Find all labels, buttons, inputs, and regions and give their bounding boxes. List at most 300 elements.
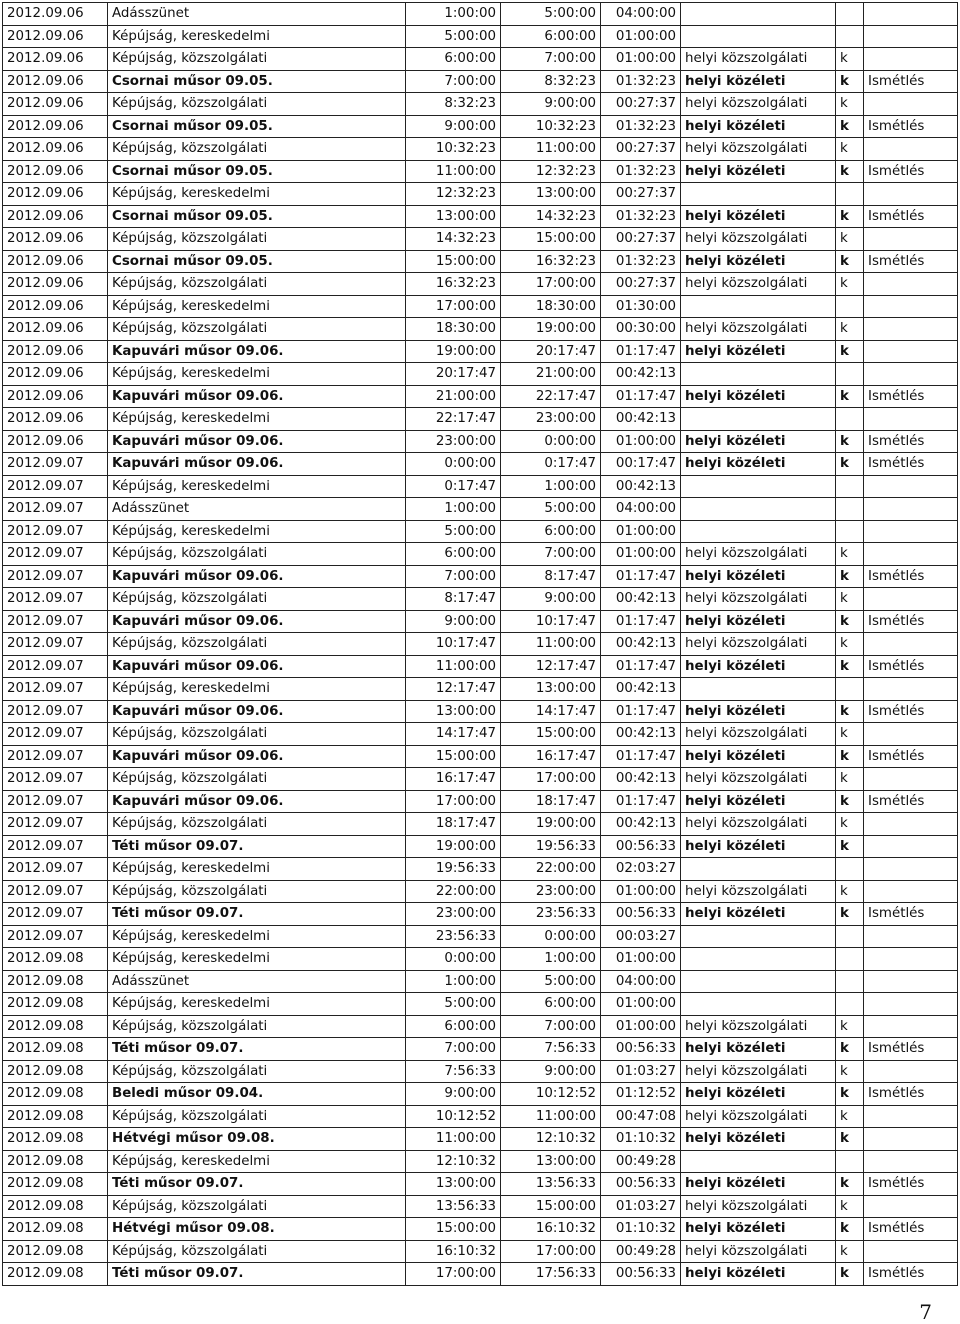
- row-note: [864, 1195, 958, 1218]
- row-note: Ismétlés: [864, 790, 958, 813]
- row-end-time: 23:56:33: [501, 903, 601, 926]
- row-k-flag: k: [836, 723, 864, 746]
- row-start-time: 7:56:33: [406, 1060, 501, 1083]
- row-note: Ismétlés: [864, 250, 958, 273]
- row-note: [864, 768, 958, 791]
- table-row: [3, 363, 958, 386]
- row-duration: 01:32:23: [601, 205, 681, 228]
- row-duration: 00:42:13: [601, 633, 681, 656]
- row-note: [864, 1105, 958, 1128]
- row-title: Képújság, kereskedelmi: [108, 948, 406, 971]
- row-category: [681, 295, 836, 318]
- row-title: Kapuvári műsor 09.06.: [108, 700, 406, 723]
- row-category: helyi közéleti: [681, 745, 836, 768]
- row-title: Kapuvári műsor 09.06.: [108, 565, 406, 588]
- row-note: Ismétlés: [864, 655, 958, 678]
- row-title: Képújság, közszolgálati: [108, 228, 406, 251]
- row-start-time: 17:00:00: [406, 1263, 501, 1286]
- row-note: Ismétlés: [864, 453, 958, 476]
- row-category: helyi közéleti: [681, 903, 836, 926]
- row-start-time: 13:00:00: [406, 205, 501, 228]
- row-note: [864, 1150, 958, 1173]
- row-end-time: 13:56:33: [501, 1173, 601, 1196]
- row-category: helyi közszolgálati: [681, 48, 836, 71]
- row-date: 2012.09.08: [3, 948, 108, 971]
- row-note: [864, 723, 958, 746]
- row-end-time: 7:00:00: [501, 1015, 601, 1038]
- row-duration: 04:00:00: [601, 3, 681, 26]
- row-start-time: 12:32:23: [406, 183, 501, 206]
- row-k-flag: k: [836, 790, 864, 813]
- row-k-flag: [836, 295, 864, 318]
- row-category: helyi közszolgálati: [681, 93, 836, 116]
- table-row: [3, 520, 958, 543]
- row-start-time: 11:00:00: [406, 655, 501, 678]
- row-note: [864, 925, 958, 948]
- row-category: helyi közéleti: [681, 790, 836, 813]
- row-date: 2012.09.08: [3, 1173, 108, 1196]
- row-category: helyi közéleti: [681, 1128, 836, 1151]
- row-end-time: 6:00:00: [501, 25, 601, 48]
- row-end-time: 11:00:00: [501, 633, 601, 656]
- row-start-time: 15:00:00: [406, 745, 501, 768]
- row-category: helyi közéleti: [681, 70, 836, 93]
- row-end-time: 10:17:47: [501, 610, 601, 633]
- row-title: Téti műsor 09.07.: [108, 1173, 406, 1196]
- row-date: 2012.09.06: [3, 430, 108, 453]
- table-row: [3, 700, 958, 723]
- table-row: [3, 835, 958, 858]
- row-end-time: 12:10:32: [501, 1128, 601, 1151]
- table-row: [3, 93, 958, 116]
- row-duration: 01:17:47: [601, 745, 681, 768]
- row-category: helyi közéleti: [681, 385, 836, 408]
- row-category: helyi közszolgálati: [681, 813, 836, 836]
- row-k-flag: [836, 3, 864, 26]
- row-title: Kapuvári műsor 09.06.: [108, 610, 406, 633]
- row-category: [681, 363, 836, 386]
- row-k-flag: k: [836, 48, 864, 71]
- schedule-table: [2, 2, 958, 1286]
- row-title: Csornai műsor 09.05.: [108, 205, 406, 228]
- row-category: helyi közéleti: [681, 700, 836, 723]
- row-k-flag: k: [836, 1195, 864, 1218]
- row-date: 2012.09.07: [3, 655, 108, 678]
- row-title: Kapuvári műsor 09.06.: [108, 655, 406, 678]
- table-row: [3, 183, 958, 206]
- row-duration: 00:56:33: [601, 1263, 681, 1286]
- row-duration: 01:10:32: [601, 1128, 681, 1151]
- row-end-time: 13:00:00: [501, 1150, 601, 1173]
- row-duration: 00:17:47: [601, 453, 681, 476]
- row-end-time: 21:00:00: [501, 363, 601, 386]
- row-duration: 01:17:47: [601, 340, 681, 363]
- table-row: [3, 340, 958, 363]
- row-start-time: 12:10:32: [406, 1150, 501, 1173]
- table-row: [3, 430, 958, 453]
- row-duration: 01:12:52: [601, 1083, 681, 1106]
- row-end-time: 6:00:00: [501, 520, 601, 543]
- row-title: Kapuvári műsor 09.06.: [108, 430, 406, 453]
- table-row: [3, 610, 958, 633]
- row-title: Képújság, közszolgálati: [108, 768, 406, 791]
- row-end-time: 11:00:00: [501, 1105, 601, 1128]
- row-category: helyi közszolgálati: [681, 138, 836, 161]
- row-note: [864, 835, 958, 858]
- row-title: Csornai műsor 09.05.: [108, 70, 406, 93]
- table-row: [3, 880, 958, 903]
- row-note: Ismétlés: [864, 700, 958, 723]
- row-start-time: 21:00:00: [406, 385, 501, 408]
- row-title: Képújság, kereskedelmi: [108, 295, 406, 318]
- table-row: [3, 1240, 958, 1263]
- row-category: helyi közszolgálati: [681, 1105, 836, 1128]
- row-note: [864, 1015, 958, 1038]
- row-title: Téti műsor 09.07.: [108, 1263, 406, 1286]
- row-note: Ismétlés: [864, 1038, 958, 1061]
- row-category: helyi közéleti: [681, 1173, 836, 1196]
- row-category: helyi közszolgálati: [681, 318, 836, 341]
- row-k-flag: [836, 183, 864, 206]
- row-category: [681, 858, 836, 881]
- row-date: 2012.09.07: [3, 925, 108, 948]
- row-duration: 01:03:27: [601, 1060, 681, 1083]
- table-row: [3, 1263, 958, 1286]
- table-row: [3, 228, 958, 251]
- row-end-time: 15:00:00: [501, 1195, 601, 1218]
- row-note: Ismétlés: [864, 745, 958, 768]
- row-title: Téti műsor 09.07.: [108, 903, 406, 926]
- row-note: [864, 340, 958, 363]
- row-date: 2012.09.06: [3, 25, 108, 48]
- row-category: helyi közszolgálati: [681, 228, 836, 251]
- row-end-time: 0:17:47: [501, 453, 601, 476]
- row-title: Képújság, kereskedelmi: [108, 858, 406, 881]
- row-k-flag: k: [836, 700, 864, 723]
- table-row: [3, 475, 958, 498]
- row-end-time: 17:00:00: [501, 273, 601, 296]
- row-category: [681, 408, 836, 431]
- table-row: [3, 205, 958, 228]
- row-start-time: 19:56:33: [406, 858, 501, 881]
- table-row: [3, 633, 958, 656]
- row-category: helyi közéleti: [681, 160, 836, 183]
- row-title: Képújság, közszolgálati: [108, 880, 406, 903]
- row-start-time: 10:17:47: [406, 633, 501, 656]
- row-start-time: 19:00:00: [406, 340, 501, 363]
- row-title: Képújság, közszolgálati: [108, 138, 406, 161]
- row-date: 2012.09.06: [3, 205, 108, 228]
- row-k-flag: k: [836, 318, 864, 341]
- row-duration: 01:00:00: [601, 1015, 681, 1038]
- row-note: Ismétlés: [864, 205, 958, 228]
- row-start-time: 6:00:00: [406, 543, 501, 566]
- row-k-flag: [836, 948, 864, 971]
- row-duration: 01:00:00: [601, 430, 681, 453]
- row-start-time: 16:10:32: [406, 1240, 501, 1263]
- row-duration: 01:03:27: [601, 1195, 681, 1218]
- row-start-time: 1:00:00: [406, 498, 501, 521]
- row-end-time: 20:17:47: [501, 340, 601, 363]
- row-title: Csornai műsor 09.05.: [108, 115, 406, 138]
- row-title: Téti műsor 09.07.: [108, 1038, 406, 1061]
- row-duration: 01:00:00: [601, 520, 681, 543]
- row-k-flag: k: [836, 880, 864, 903]
- row-duration: 00:42:13: [601, 408, 681, 431]
- row-start-time: 22:17:47: [406, 408, 501, 431]
- row-category: helyi közéleti: [681, 1083, 836, 1106]
- table-row: [3, 318, 958, 341]
- row-k-flag: [836, 475, 864, 498]
- row-title: Képújság, közszolgálati: [108, 48, 406, 71]
- row-duration: 01:17:47: [601, 610, 681, 633]
- row-k-flag: [836, 520, 864, 543]
- row-duration: 00:42:13: [601, 813, 681, 836]
- row-k-flag: k: [836, 453, 864, 476]
- row-note: Ismétlés: [864, 1173, 958, 1196]
- row-category: helyi közéleti: [681, 453, 836, 476]
- row-end-time: 13:00:00: [501, 183, 601, 206]
- row-date: 2012.09.07: [3, 678, 108, 701]
- row-title: Képújság, kereskedelmi: [108, 925, 406, 948]
- row-title: Kapuvári műsor 09.06.: [108, 340, 406, 363]
- row-title: Képújság, kereskedelmi: [108, 520, 406, 543]
- row-title: Képújság, kereskedelmi: [108, 183, 406, 206]
- row-start-time: 9:00:00: [406, 1083, 501, 1106]
- row-start-time: 23:00:00: [406, 430, 501, 453]
- row-date: 2012.09.06: [3, 385, 108, 408]
- row-category: [681, 3, 836, 26]
- row-start-time: 14:17:47: [406, 723, 501, 746]
- row-date: 2012.09.07: [3, 813, 108, 836]
- row-start-time: 15:00:00: [406, 250, 501, 273]
- row-note: [864, 970, 958, 993]
- row-note: Ismétlés: [864, 385, 958, 408]
- row-k-flag: k: [836, 565, 864, 588]
- row-date: 2012.09.07: [3, 723, 108, 746]
- row-end-time: 23:00:00: [501, 408, 601, 431]
- row-title: Képújság, kereskedelmi: [108, 408, 406, 431]
- row-date: 2012.09.08: [3, 1105, 108, 1128]
- row-end-time: 7:00:00: [501, 543, 601, 566]
- row-k-flag: k: [836, 543, 864, 566]
- table-row: [3, 453, 958, 476]
- row-date: 2012.09.07: [3, 768, 108, 791]
- row-note: [864, 318, 958, 341]
- row-note: Ismétlés: [864, 565, 958, 588]
- row-k-flag: k: [836, 138, 864, 161]
- row-category: helyi közszolgálati: [681, 880, 836, 903]
- row-k-flag: [836, 678, 864, 701]
- row-note: [864, 588, 958, 611]
- row-title: Hétvégi műsor 09.08.: [108, 1218, 406, 1241]
- row-note: [864, 228, 958, 251]
- row-note: [864, 1240, 958, 1263]
- row-k-flag: [836, 363, 864, 386]
- row-start-time: 6:00:00: [406, 1015, 501, 1038]
- row-k-flag: k: [836, 610, 864, 633]
- row-start-time: 6:00:00: [406, 48, 501, 71]
- row-start-time: 5:00:00: [406, 993, 501, 1016]
- table-row: [3, 498, 958, 521]
- row-note: [864, 520, 958, 543]
- row-duration: 04:00:00: [601, 498, 681, 521]
- row-k-flag: [836, 925, 864, 948]
- row-duration: 00:49:28: [601, 1150, 681, 1173]
- row-date: 2012.09.07: [3, 745, 108, 768]
- row-k-flag: k: [836, 93, 864, 116]
- row-date: 2012.09.07: [3, 543, 108, 566]
- table-row: [3, 745, 958, 768]
- row-date: 2012.09.07: [3, 475, 108, 498]
- row-end-time: 16:32:23: [501, 250, 601, 273]
- row-duration: 00:49:28: [601, 1240, 681, 1263]
- row-duration: 00:42:13: [601, 768, 681, 791]
- row-category: helyi közéleti: [681, 430, 836, 453]
- table-row: [3, 813, 958, 836]
- row-title: Képújság, kereskedelmi: [108, 363, 406, 386]
- row-k-flag: k: [836, 273, 864, 296]
- row-start-time: 11:00:00: [406, 1128, 501, 1151]
- row-title: Hétvégi műsor 09.08.: [108, 1128, 406, 1151]
- schedule-body: [3, 3, 958, 1286]
- row-start-time: 13:00:00: [406, 700, 501, 723]
- row-date: 2012.09.07: [3, 588, 108, 611]
- row-start-time: 9:00:00: [406, 610, 501, 633]
- row-start-time: 12:17:47: [406, 678, 501, 701]
- row-duration: 00:27:37: [601, 228, 681, 251]
- row-date: 2012.09.06: [3, 340, 108, 363]
- row-note: [864, 48, 958, 71]
- row-note: [864, 858, 958, 881]
- row-date: 2012.09.06: [3, 363, 108, 386]
- row-k-flag: k: [836, 813, 864, 836]
- row-start-time: 18:30:00: [406, 318, 501, 341]
- row-end-time: 22:17:47: [501, 385, 601, 408]
- row-title: Adásszünet: [108, 498, 406, 521]
- table-row: [3, 1038, 958, 1061]
- row-start-time: 23:00:00: [406, 903, 501, 926]
- row-k-flag: k: [836, 835, 864, 858]
- row-note: [864, 678, 958, 701]
- row-date: 2012.09.08: [3, 1083, 108, 1106]
- row-duration: 01:10:32: [601, 1218, 681, 1241]
- row-k-flag: k: [836, 385, 864, 408]
- table-row: [3, 250, 958, 273]
- row-title: Képújság, kereskedelmi: [108, 475, 406, 498]
- row-category: helyi közéleti: [681, 835, 836, 858]
- table-row: [3, 925, 958, 948]
- row-end-time: 19:56:33: [501, 835, 601, 858]
- row-title: Képújság, közszolgálati: [108, 813, 406, 836]
- row-duration: 01:30:00: [601, 295, 681, 318]
- row-k-flag: [836, 498, 864, 521]
- row-title: Képújság, közszolgálati: [108, 93, 406, 116]
- row-date: 2012.09.06: [3, 3, 108, 26]
- row-note: Ismétlés: [864, 115, 958, 138]
- row-duration: 00:42:13: [601, 723, 681, 746]
- row-duration: 00:03:27: [601, 925, 681, 948]
- row-k-flag: k: [836, 205, 864, 228]
- row-start-time: 19:00:00: [406, 835, 501, 858]
- row-note: [864, 993, 958, 1016]
- row-title: Képújság, közszolgálati: [108, 723, 406, 746]
- row-end-time: 17:56:33: [501, 1263, 601, 1286]
- row-end-time: 6:00:00: [501, 993, 601, 1016]
- row-end-time: 1:00:00: [501, 948, 601, 971]
- row-category: helyi közéleti: [681, 250, 836, 273]
- row-end-time: 14:32:23: [501, 205, 601, 228]
- row-k-flag: [836, 970, 864, 993]
- row-end-time: 12:32:23: [501, 160, 601, 183]
- row-category: [681, 25, 836, 48]
- row-date: 2012.09.07: [3, 700, 108, 723]
- table-row: [3, 723, 958, 746]
- row-note: [864, 273, 958, 296]
- row-start-time: 9:00:00: [406, 115, 501, 138]
- row-duration: 01:00:00: [601, 993, 681, 1016]
- row-k-flag: [836, 1150, 864, 1173]
- row-note: [864, 543, 958, 566]
- row-start-time: 7:00:00: [406, 1038, 501, 1061]
- row-end-time: 17:00:00: [501, 1240, 601, 1263]
- row-start-time: 16:32:23: [406, 273, 501, 296]
- table-row: [3, 1083, 958, 1106]
- row-start-time: 1:00:00: [406, 970, 501, 993]
- row-date: 2012.09.06: [3, 273, 108, 296]
- row-note: [864, 138, 958, 161]
- row-category: [681, 678, 836, 701]
- row-end-time: 18:30:00: [501, 295, 601, 318]
- row-duration: 00:42:13: [601, 588, 681, 611]
- row-start-time: 11:00:00: [406, 160, 501, 183]
- row-date: 2012.09.08: [3, 1128, 108, 1151]
- row-end-time: 9:00:00: [501, 93, 601, 116]
- row-start-time: 15:00:00: [406, 1218, 501, 1241]
- row-category: helyi közszolgálati: [681, 768, 836, 791]
- row-category: helyi közéleti: [681, 1263, 836, 1286]
- row-start-time: 10:12:52: [406, 1105, 501, 1128]
- row-category: helyi közszolgálati: [681, 1060, 836, 1083]
- row-duration: 01:32:23: [601, 70, 681, 93]
- row-k-flag: k: [836, 340, 864, 363]
- row-category: [681, 475, 836, 498]
- row-title: Adásszünet: [108, 970, 406, 993]
- row-note: [864, 633, 958, 656]
- row-date: 2012.09.08: [3, 1015, 108, 1038]
- row-date: 2012.09.06: [3, 115, 108, 138]
- row-date: 2012.09.07: [3, 858, 108, 881]
- row-note: [864, 3, 958, 26]
- row-category: helyi közszolgálati: [681, 543, 836, 566]
- row-category: helyi közéleti: [681, 205, 836, 228]
- row-date: 2012.09.06: [3, 138, 108, 161]
- table-row: [3, 273, 958, 296]
- row-end-time: 0:00:00: [501, 925, 601, 948]
- table-row: [3, 858, 958, 881]
- row-duration: 00:27:37: [601, 183, 681, 206]
- row-note: [864, 25, 958, 48]
- table-row: [3, 1128, 958, 1151]
- row-end-time: 1:00:00: [501, 475, 601, 498]
- row-k-flag: k: [836, 1128, 864, 1151]
- row-duration: 00:56:33: [601, 835, 681, 858]
- row-start-time: 22:00:00: [406, 880, 501, 903]
- row-title: Képújság, kereskedelmi: [108, 1150, 406, 1173]
- row-duration: 00:27:37: [601, 93, 681, 116]
- row-end-time: 0:00:00: [501, 430, 601, 453]
- row-note: Ismétlés: [864, 1218, 958, 1241]
